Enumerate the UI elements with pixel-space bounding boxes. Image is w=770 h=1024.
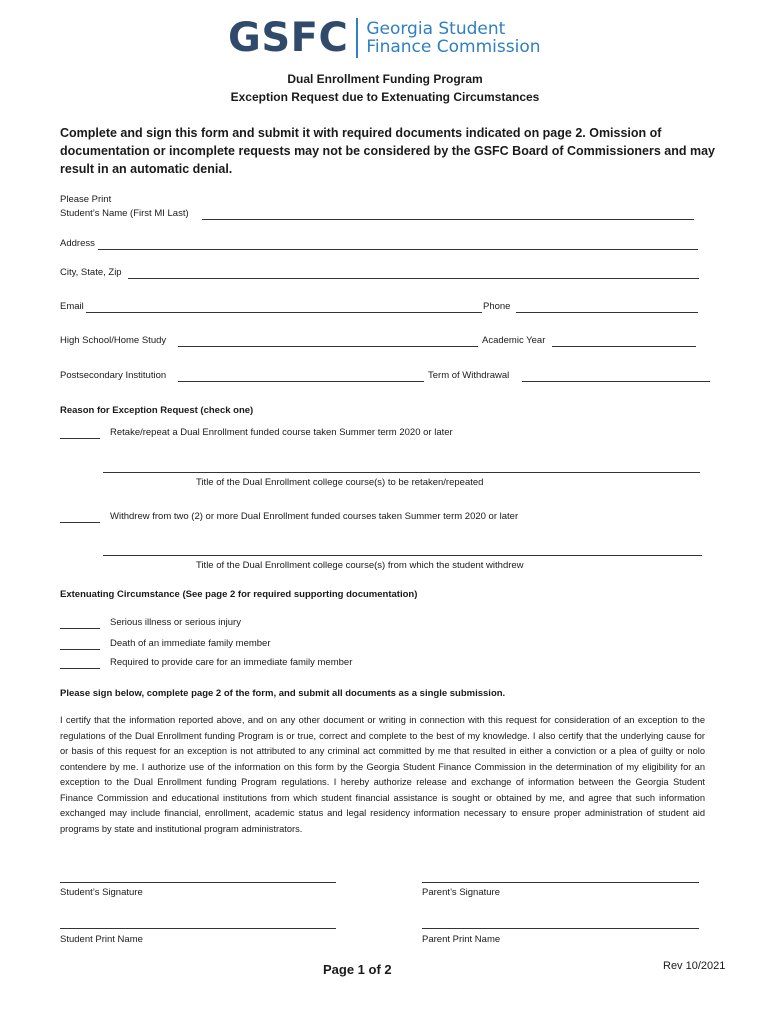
withdrew-course-title-field[interactable] [103, 555, 702, 556]
academic-year-label: Academic Year [482, 335, 546, 346]
student-name-label: Student’s Name (First MI Last) [60, 208, 189, 219]
withdrew-course-caption: Title of the Dual Enrollment college course(s) from which the student withdrew [196, 560, 524, 571]
student-name-row [60, 208, 710, 222]
parent-signature-label: Parent’s Signature [422, 887, 500, 898]
withdrew-checkbox[interactable] [60, 522, 100, 523]
revision-date: Rev 10/2021 [663, 960, 726, 972]
illness-checkbox[interactable] [60, 628, 100, 629]
logo-name-line2: Finance Commission [366, 37, 541, 57]
phone-field[interactable] [516, 312, 698, 313]
page-number: Page 1 of 2 [323, 962, 392, 977]
withdrew-label: Withdrew from two (2) or more Dual Enrollment funded courses taken Summer term 2020 or later [110, 511, 519, 522]
high-school-label: High School/Home Study [60, 335, 167, 346]
address-label: Address [60, 238, 95, 249]
caregiver-checkbox[interactable] [60, 668, 100, 669]
city-state-zip-field[interactable] [128, 278, 699, 279]
intro-instructions: Complete and sign this form and submit it with required documents indicated on page 2. Omission of documentation or incomplete requests may not be considered by the GSFC Board of Commissioners and may result in an automatic denial. [60, 126, 715, 176]
sign-instruction: Please sign below, complete page 2 of the form, and submit all documents as a single submission. [60, 688, 506, 699]
retake-label: Retake/repeat a Dual Enrollment funded course taken Summer term 2020 or later [110, 427, 453, 438]
reason-option-withdrew [60, 511, 710, 525]
city-state-zip-row [60, 267, 710, 281]
postsecondary-label: Postsecondary Institution [60, 370, 167, 381]
academic-year-field[interactable] [552, 346, 696, 347]
student-print-name-field[interactable] [60, 928, 336, 929]
email-label: Email [60, 301, 84, 312]
city-state-zip-label: City, State, Zip [60, 267, 122, 278]
parent-signature-field[interactable] [422, 882, 699, 883]
phone-label: Phone [483, 301, 511, 312]
parent-print-name-field[interactable] [422, 928, 699, 929]
form-subtitle: Exception Request due to Extenuating Circumstances [230, 90, 540, 104]
circumstance-item [60, 638, 710, 652]
term-withdrawal-label: Term of Withdrawal [428, 370, 510, 381]
student-name-field[interactable] [202, 219, 694, 220]
high-school-row [60, 335, 710, 349]
circumstance-heading: Extenuating Circumstance (See page 2 for required supporting documentation) [60, 589, 418, 600]
term-withdrawal-field[interactable] [522, 381, 710, 382]
reason-heading: Reason for Exception Request (check one) [60, 405, 254, 416]
email-field[interactable] [86, 312, 482, 313]
high-school-field[interactable] [178, 346, 478, 347]
student-print-name-label: Student Print Name [60, 934, 143, 945]
email-phone-row [60, 301, 710, 315]
please-print-label: Please Print [60, 194, 112, 205]
retake-course-title-field[interactable] [103, 472, 700, 473]
student-signature-field[interactable] [60, 882, 336, 883]
death-checkbox[interactable] [60, 649, 100, 650]
logo-name [366, 20, 540, 56]
address-row [60, 238, 710, 252]
postsecondary-field[interactable] [178, 381, 424, 382]
caregiver-label: Required to provide care for an immediate family member [110, 657, 353, 668]
reason-option-retake [60, 427, 710, 441]
circumstance-item [60, 617, 710, 631]
gsfc-logo [228, 16, 541, 60]
logo-name-line1: Georgia Student [366, 19, 506, 39]
death-label: Death of an immediate family member [110, 638, 271, 649]
student-signature-label: Student’s Signature [60, 887, 143, 898]
retake-checkbox[interactable] [60, 438, 100, 439]
retake-course-caption: Title of the Dual Enrollment college course(s) to be retaken/repeated [196, 477, 484, 488]
certification-text: I certify that the information reported above, and on any other document or writing in connection with this request for consideration of an exception to the regulations of the Dual Enrollment funding Program is or true, correct and complete to the best of my knowledge. I also certify that the underlying cause for or basis of this request for an exception is not attributed to any criminal act committed by me that resulted in either a conviction or a plea of guilty or nolo contendere by me. I authorize use of the information on this form by the Georgia Student Finance Commission in the determination of my eligibility for an exception to the Dual Enrollment funding Program regulations. I hereby authorize release and exchange of information between the Georgia Student Finance Commission and educational institutions from which student financial assistance is sought or obtained by me, and agree that such information exchanged may include financial, enrollment, academic status and legal residency information necessary to ensure proper administration of student aid programs by state and institutional program administrators. [60, 715, 705, 834]
form-title: Dual Enrollment Funding Program [287, 72, 483, 86]
postsecondary-row [60, 370, 710, 384]
illness-label: Serious illness or serious injury [110, 617, 241, 628]
parent-print-name-label: Parent Print Name [422, 934, 501, 945]
circumstance-item [60, 657, 710, 671]
logo-divider [356, 18, 358, 58]
address-field[interactable] [98, 249, 698, 250]
logo-mark: GSFC [228, 15, 349, 61]
